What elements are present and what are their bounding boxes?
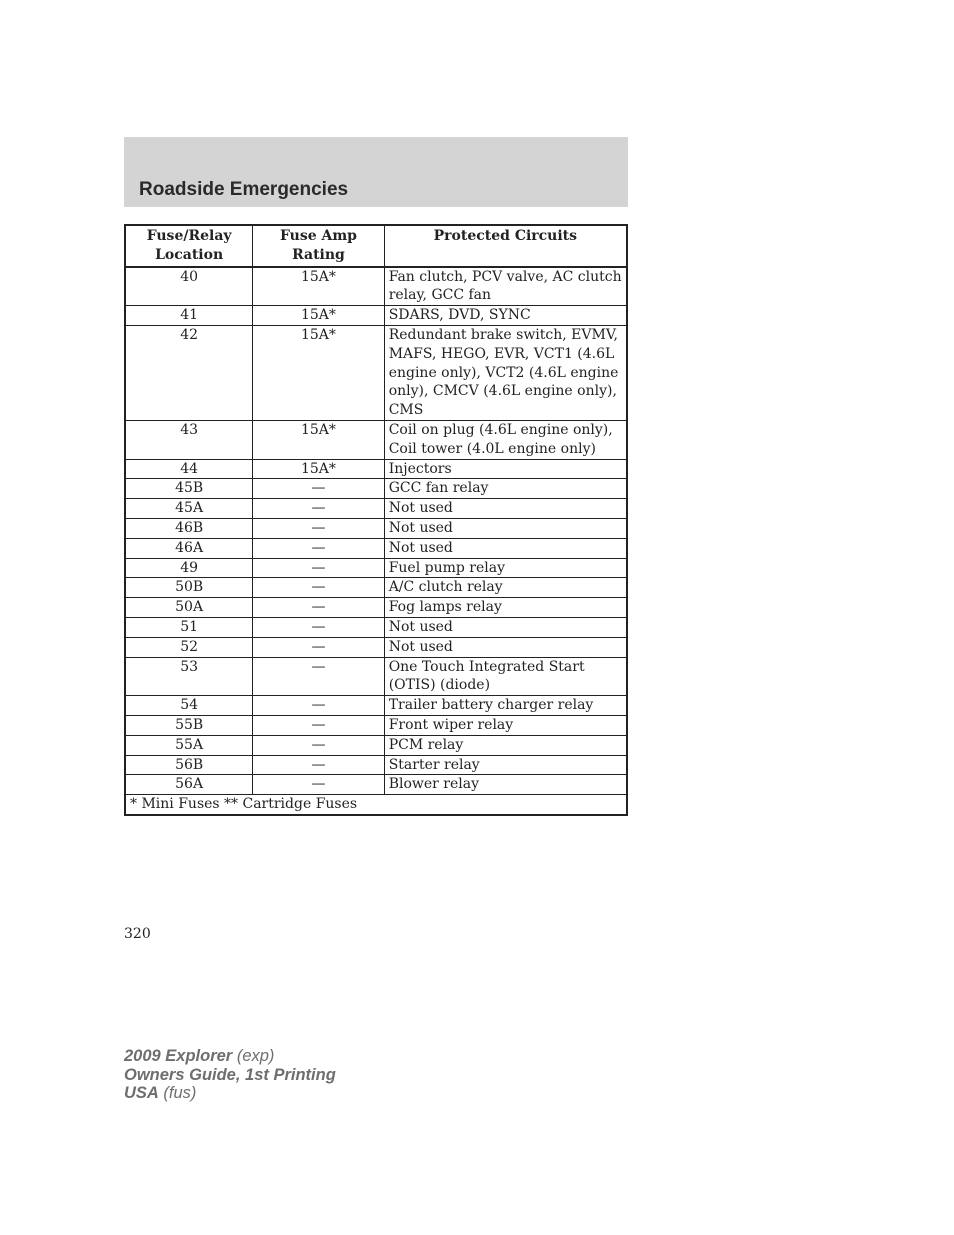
protected-circuits: Front wiper relay	[384, 715, 627, 735]
fuse-location: 50B	[125, 578, 253, 598]
protected-circuits: Fuel pump relay	[384, 558, 627, 578]
fuse-rating: —	[253, 538, 384, 558]
column-header-rating	[253, 225, 384, 267]
protected-circuits: Starter relay	[384, 755, 627, 775]
protected-circuits: Not used	[384, 518, 627, 538]
fuse-rating: 15A*	[253, 267, 384, 306]
fuse-rating: 15A*	[253, 306, 384, 326]
fuse-table-header	[125, 225, 627, 267]
fuse-location: 55B	[125, 715, 253, 735]
fuse-location: 52	[125, 637, 253, 657]
fuse-location: 44	[125, 459, 253, 479]
protected-circuits: Not used	[384, 617, 627, 637]
table-row	[125, 558, 627, 578]
column-header-line: Protected Circuits	[433, 228, 578, 244]
protected-circuits: PCM relay	[384, 735, 627, 755]
column-header-line: Rating	[292, 246, 345, 263]
footer-line-model	[124, 1047, 336, 1066]
table-row	[125, 459, 627, 479]
fuse-rating: —	[253, 715, 384, 735]
column-header-circuits	[384, 225, 627, 267]
column-header-line: Location	[155, 246, 224, 263]
footer-line-guide	[124, 1066, 336, 1085]
fuse-location: 46B	[125, 518, 253, 538]
fuse-location: 51	[125, 617, 253, 637]
section-title: Roadside Emergencies	[139, 179, 349, 200]
section-header-band	[124, 137, 628, 207]
table-row	[125, 420, 627, 459]
fuse-rating: —	[253, 598, 384, 618]
table-row	[125, 755, 627, 775]
fuse-location: 40	[125, 267, 253, 306]
fuse-location: 56B	[125, 755, 253, 775]
protected-circuits: Fan clutch, PCV valve, AC clutch relay, GCC fan	[384, 267, 627, 306]
footer-line-market	[124, 1084, 336, 1103]
table-row	[125, 325, 627, 420]
fuse-rating: —	[253, 578, 384, 598]
fuse-table-body	[125, 267, 627, 815]
fuse-table	[124, 224, 628, 816]
protected-circuits: Not used	[384, 637, 627, 657]
table-row	[125, 637, 627, 657]
protected-circuits: SDARS, DVD, SYNC	[384, 306, 627, 326]
fuse-location: 41	[125, 306, 253, 326]
footer-model: 2009 Explorer	[124, 1047, 233, 1065]
table-row	[125, 775, 627, 795]
fuse-rating: 15A*	[253, 420, 384, 459]
column-header-location	[125, 225, 253, 267]
fuse-location: 54	[125, 696, 253, 716]
footnote-row	[125, 795, 627, 815]
protected-circuits: Coil on plug (4.6L engine only), Coil tower (4.0L engine only)	[384, 420, 627, 459]
fuse-rating: —	[253, 558, 384, 578]
fuse-rating: —	[253, 499, 384, 519]
fuse-rating: —	[253, 518, 384, 538]
protected-circuits: A/C clutch relay	[384, 578, 627, 598]
fuse-rating: —	[253, 775, 384, 795]
table-row	[125, 617, 627, 637]
fuse-rating: —	[253, 696, 384, 716]
protected-circuits: Redundant brake switch, EVMV, MAFS, HEGO, EVR, VCT1 (4.6L engine only), VCT2 (4.6L engine only), CMCV (4.6L engine only), CMS	[384, 325, 627, 420]
fuse-rating: 15A*	[253, 459, 384, 479]
column-header-line: Fuse Amp	[279, 228, 357, 244]
table-row	[125, 696, 627, 716]
fuse-location: 42	[125, 325, 253, 420]
table-row	[125, 578, 627, 598]
table-row	[125, 499, 627, 519]
fuse-location: 45A	[125, 499, 253, 519]
fuse-location: 45B	[125, 479, 253, 499]
protected-circuits: Injectors	[384, 459, 627, 479]
fuse-rating: 15A*	[253, 325, 384, 420]
fuse-rating: —	[253, 755, 384, 775]
footer-market-code: (fus)	[158, 1084, 197, 1102]
table-row	[125, 715, 627, 735]
protected-circuits: Not used	[384, 538, 627, 558]
fuse-location: 55A	[125, 735, 253, 755]
table-row	[125, 538, 627, 558]
footer-model-code: (exp)	[232, 1047, 275, 1065]
fuse-location: 56A	[125, 775, 253, 795]
fuse-location: 53	[125, 657, 253, 696]
table-row	[125, 479, 627, 499]
protected-circuits: GCC fan relay	[384, 479, 627, 499]
fuse-rating: —	[253, 479, 384, 499]
column-header-line: Fuse/Relay	[146, 228, 232, 244]
table-footnote: * Mini Fuses ** Cartridge Fuses	[125, 795, 627, 815]
footer-guide: Owners Guide, 1st Printing	[124, 1065, 336, 1084]
fuse-rating: —	[253, 735, 384, 755]
table-row	[125, 306, 627, 326]
protected-circuits: One Touch Integrated Start (OTIS) (diode)	[384, 657, 627, 696]
protected-circuits: Blower relay	[384, 775, 627, 795]
protected-circuits: Trailer battery charger relay	[384, 696, 627, 716]
fuse-location: 50A	[125, 598, 253, 618]
footer-market: USA	[124, 1084, 159, 1102]
fuse-location: 49	[125, 558, 253, 578]
protected-circuits: Not used	[384, 499, 627, 519]
fuse-rating: —	[253, 617, 384, 637]
document-footer	[124, 1047, 336, 1103]
fuse-rating: —	[253, 637, 384, 657]
page-number: 320	[124, 926, 151, 942]
header-row	[125, 225, 627, 267]
protected-circuits: Fog lamps relay	[384, 598, 627, 618]
fuse-location: 46A	[125, 538, 253, 558]
table-row	[125, 657, 627, 696]
table-row	[125, 735, 627, 755]
table-row	[125, 598, 627, 618]
fuse-rating: —	[253, 657, 384, 696]
fuse-location: 43	[125, 420, 253, 459]
table-row	[125, 267, 627, 306]
table-row	[125, 518, 627, 538]
